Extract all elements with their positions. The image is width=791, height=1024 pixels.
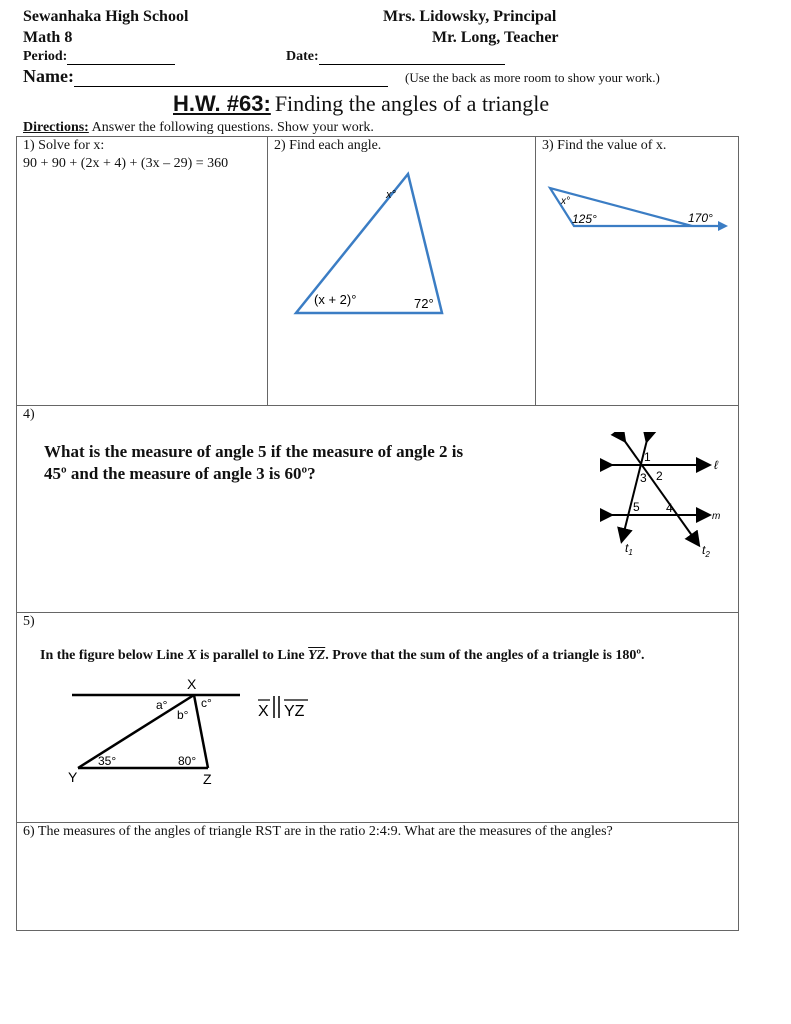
t1-label: $t_1$ [625,541,633,557]
angle-2-label: 2 [656,469,663,483]
angle-72-label: 72° [414,296,434,311]
question-3-figure [536,180,736,240]
directions [23,120,374,136]
period-blank[interactable] [67,64,175,65]
angle-b-label: b° [177,708,189,722]
question-4-text [44,441,463,485]
angle-3-label: 3 [640,471,647,485]
date-field [286,49,505,65]
angle-170-label: 170° [688,211,713,225]
teacher-name: Mr. Long, Teacher [432,29,559,46]
angle-80-label: 80° [178,754,197,768]
angle-5-label: 5 [633,500,640,514]
question-3-label: 3) Find the value of x. [542,138,667,153]
question-4-line-1: What is the measure of angle 5 if the measure of angle 2 is [44,442,464,461]
directions-text: Answer the following questions. Show your work. [91,120,374,135]
course-name: Math 8 [23,29,73,46]
angle-1-label: 1 [644,450,651,464]
date-label: Date: [286,49,319,64]
q5-text-b: is parallel to Line [196,648,309,663]
question-3-cell [535,136,739,406]
question-2-label: 2) Find each angle. [274,138,382,153]
q5-line-yz: $\overline{YZ}$ [308,648,326,663]
hw-number: H.W. #63: [173,91,271,116]
angle-35-label: 35° [98,754,117,768]
arrow-icon [718,221,728,231]
principal-name: Mrs. Lidowsky, Principal [383,8,557,25]
question-6-label: 6) The measures of the angles of triangle RST are in the ratio 2:4:9. What are the measures of the angles? [23,824,613,839]
angle-4-label: 4 [666,501,673,515]
t2-label: $t_2$ [702,543,710,559]
q5-text-a: In the figure below Line [40,648,188,663]
date-blank[interactable] [319,64,505,65]
name-label: Name: [23,66,74,86]
line-m-label: m [712,511,721,522]
period-label: Period: [23,49,68,64]
question-4-label: 4) [23,407,35,422]
question-5-text [40,648,645,664]
angle-x-plus-2-label: (x + 2)° [314,292,357,307]
angle-a-label: a° [156,698,168,712]
question-2-figure [268,160,534,330]
vertex-y-label: Y [68,769,78,785]
parallel-lines-figure [600,432,740,564]
relation-yz-label: YZ [284,703,305,720]
q5-line-x: X [187,648,197,663]
school-name: Sewanhaka High School [23,8,189,25]
transversal-t2 [624,440,698,544]
page-title [173,91,549,117]
vertex-x-label: X [187,676,197,692]
relation-x-label: X [258,703,269,720]
hw-topic: Finding the angles of a triangle [274,91,550,116]
q5-text-c: . Prove that the sum of the angles of a triangle is 180º. [325,648,645,663]
angle-x-label: x° [561,196,570,207]
side-xy [78,695,197,768]
question-1-cell [16,136,268,406]
name-field [23,66,388,87]
angle-125-label: 125° [572,212,597,226]
parallel-proof-figure [60,672,330,790]
directions-label: Directions: [23,120,89,135]
angle-c-label: c° [201,696,212,710]
question-1-label: 1) Solve for x: [23,138,105,153]
name-blank[interactable] [74,86,388,87]
vertex-z-label: Z [203,771,212,787]
question-5-label: 5) [23,614,35,629]
question-4-line-2: 45º and the measure of angle 3 is 60º? [44,464,316,483]
question-1-equation: 90 + 90 + (2x + 4) + (3x – 29) = 360 [23,156,229,171]
line-l-label: ℓ [714,458,718,472]
angle-x-label: x° [386,189,396,201]
period-field [23,49,175,65]
back-note: (Use the back as more room to show your work.) [405,70,660,85]
